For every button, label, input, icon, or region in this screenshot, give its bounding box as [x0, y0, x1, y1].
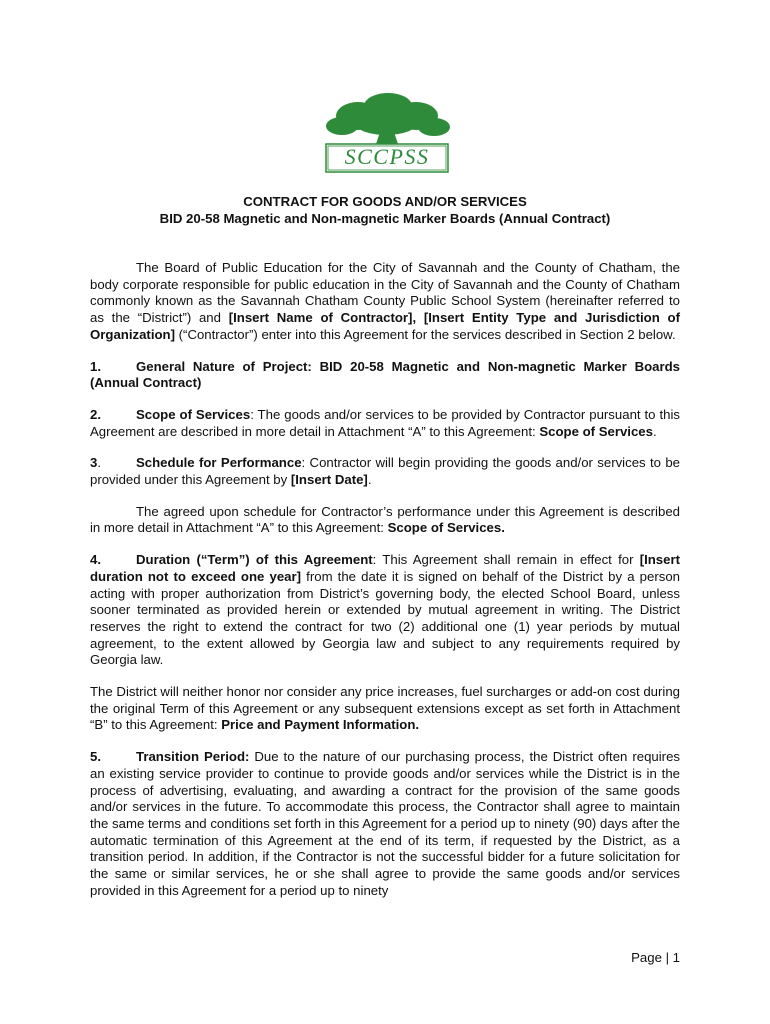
document-title — [90, 193, 680, 227]
section-3-schedule-paragraph: The agreed upon schedule for Contractor’s performance under this Agreement is described in more detail in Attachment “A” to this Agreement: Scope of Services. — [90, 503, 680, 536]
sccpss-logo — [318, 92, 456, 176]
intro-paragraph: The Board of Public Education for the City of Savannah and the County of Chatham, the body corporate responsible for public education in the City of Savannah and the County of Chatham commonly known as the Savannah Chatham County Public School System (hereinafter referred to as the “District”) and [Insert Name of Contractor], [Insert Entity Type and Jurisdiction of Organization] (“Contractor”) enter into this Agreement for the services described in Section 2 below. — [90, 260, 680, 342]
section-2: 2. Scope of Services: The goods and/or services to be provided by Contractor pursuant to this Agreement are described in more detail in Attachment “A” to this Agreement: Scope of Services. — [90, 406, 680, 439]
title-line-2: BID 20-58 Magnetic and Non-magnetic Marker Boards (Annual Contract) — [159, 211, 611, 226]
section-5: 5. Transition Period: Due to the nature of our purchasing process, the District often requires an existing service provider to continue to provide goods and/or services while the District is in the process of advertising, evaluating, and awarding a contract for the provision of the same goods and/or services in the future. To accommodate this process, the Contractor shall agree to maintain the same terms and conditions set forth in this Agreement for a period up to ninety (90) days after the automatic termination of this Agreement at the end of its term, if requested by the District, as a transition period. In addition, if the Contractor is not the successful bidder for a future solicitation for the same or similar services, he or she shall agree to provide the same goods and/or services provided in this Agreement for a period up to ninety — [90, 749, 680, 898]
document-body — [90, 260, 680, 915]
section-3: 3. Schedule for Performance: Contractor will begin providing the goods and/or services to be provided under this Agreement by [Insert Date]. — [90, 455, 680, 488]
section-1-heading: General Nature of Project — [136, 358, 308, 374]
page-number: Page | 1 — [631, 950, 680, 965]
section-4-price-paragraph: The District will neither honor nor consider any price increases, fuel surcharges or add-on cost during the original Term of this Agreement or any subsequent extensions except as set forth in Attachment “B” to this Agreement: Price and Payment Information. — [90, 684, 680, 733]
section-3-heading: Schedule for Performance — [136, 455, 302, 471]
section-2-heading: Scope of Services — [136, 406, 251, 422]
title-line-1: CONTRACT FOR GOODS AND/OR SERVICES — [243, 194, 527, 209]
section-4-heading: Duration (“Term”) of this Agreement — [136, 552, 373, 568]
section-5-heading: Transition Period: — [136, 749, 250, 765]
section-4: 4. Duration (“Term”) of this Agreement: This Agreement shall remain in effect for [Insert duration not to exceed one year] from the date it is signed on behalf of the District by a person acting with proper authorization from District’s governing body, the elected School Board, unless sooner terminated as provided herein or extended by mutual agreement in writing. The District reserves the right to extend the contract for two (2) additional one (1) year periods by mutual agreement, to the extent allowed by Georgia law and subject to any requirements required by Georgia law. — [90, 552, 681, 668]
section-1: 1. General Nature of Project: BID 20-58 Magnetic and Non-magnetic Marker Boards (Annual Contract) — [90, 358, 681, 391]
logo-text: SCCPSS — [344, 144, 430, 169]
